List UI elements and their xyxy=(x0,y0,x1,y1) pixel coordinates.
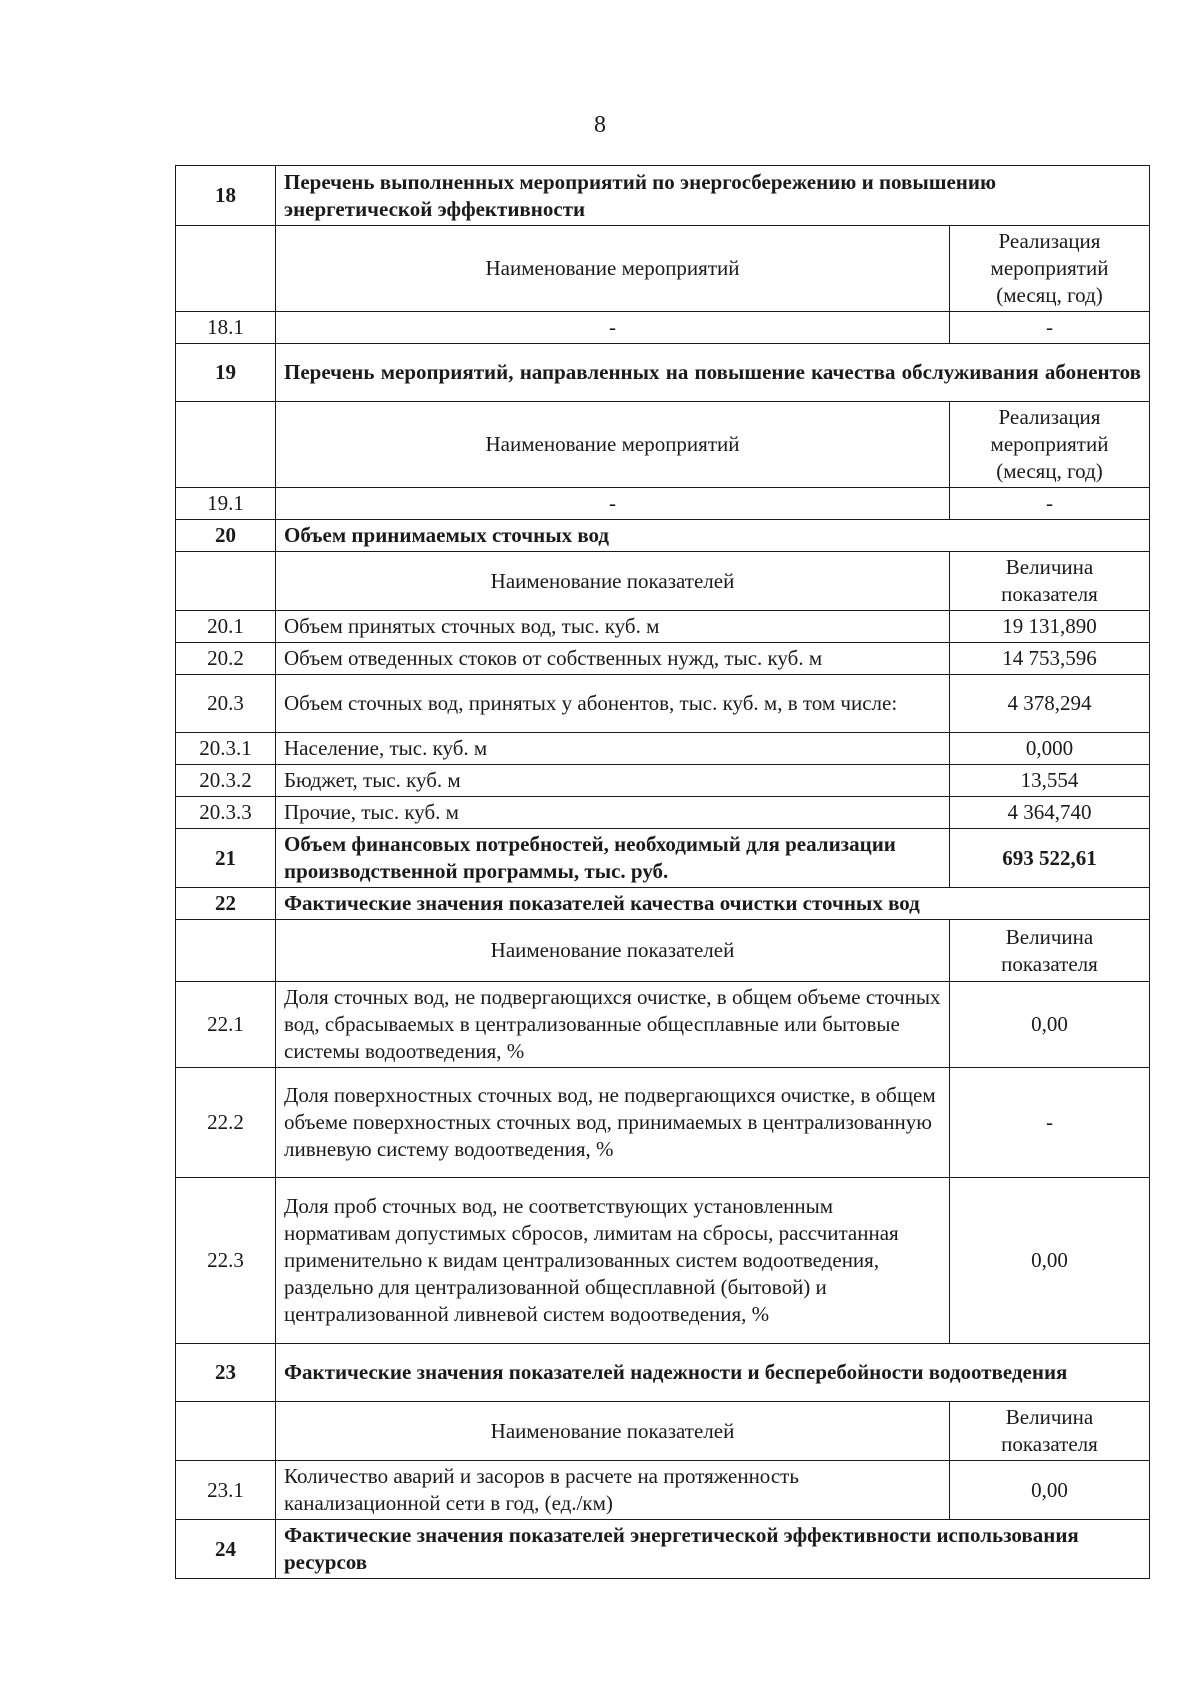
section-number: 22 xyxy=(176,888,276,920)
production-program-table xyxy=(175,165,1150,1579)
section-title: Фактические значения показателей энергетической эффективности использования ресурсов xyxy=(276,1520,1150,1579)
section-number: 24 xyxy=(176,1520,276,1579)
row-value: 0,00 xyxy=(949,1178,1149,1344)
row-value: 13,554 xyxy=(949,765,1149,797)
section-row-19 xyxy=(176,344,1150,402)
row-name: - xyxy=(276,312,950,344)
section-number: 20 xyxy=(176,520,276,552)
empty-cell xyxy=(176,402,276,488)
row-name: Доля проб сточных вод, не соответствующих установленным нормативам допустимых сбросов, лимитам на сбросы, рассчитанная применительно к видам централизованных систем водоотведения, раздельно для централизованной общесплавной (бытовой) и централизованной ливневой систем водоотведения, % xyxy=(276,1178,950,1344)
row-value: 0,00 xyxy=(949,1461,1149,1520)
row-value: - xyxy=(949,312,1149,344)
section-row-23 xyxy=(176,1344,1150,1402)
column-header-value: Реализация мероприятий (месяц, год) xyxy=(949,226,1149,312)
section-title: Фактические значения показателей надежности и бесперебойности водоотведения xyxy=(276,1344,1150,1402)
row-name: Количество аварий и засоров в расчете на протяженность канализационной сети в год, (ед./км) xyxy=(276,1461,950,1520)
table-row xyxy=(176,1068,1150,1178)
row-name: Доля сточных вод, не подвергающихся очистке, в общем объеме сточных вод, сбрасываемых в централизованные общесплавные или бытовые системы водоотведения, % xyxy=(276,982,950,1068)
empty-cell xyxy=(176,552,276,611)
row-name: Прочие, тыс. куб. м xyxy=(276,797,950,829)
column-header-row xyxy=(176,226,1150,312)
column-header-row xyxy=(176,402,1150,488)
row-name: Доля поверхностных сточных вод, не подвергающихся очистке, в общем объеме поверхностных сточных вод, принимаемых в централизованную ливневую систему водоотведения, % xyxy=(276,1068,950,1178)
column-header-name: Наименование показателей xyxy=(276,1402,950,1461)
section-number: 18 xyxy=(176,166,276,226)
row-value: 19 131,890 xyxy=(949,611,1149,643)
column-header-name: Наименование показателей xyxy=(276,920,950,982)
row-number: 20.2 xyxy=(176,643,276,675)
section-row-22 xyxy=(176,888,1150,920)
row-name: Объем отведенных стоков от собственных нужд, тыс. куб. м xyxy=(276,643,950,675)
section-title: Объем финансовых потребностей, необходимый для реализации производственной программы, тыс. руб. xyxy=(276,829,950,888)
column-header-value: Величина показателя xyxy=(949,920,1149,982)
row-value: 4 364,740 xyxy=(949,797,1149,829)
section-row-24 xyxy=(176,1520,1150,1579)
column-header-row xyxy=(176,552,1150,611)
row-name: - xyxy=(276,488,950,520)
empty-cell xyxy=(176,920,276,982)
column-header-value: Величина показателя xyxy=(949,1402,1149,1461)
section-row-18 xyxy=(176,166,1150,226)
section-title: Перечень мероприятий, направленных на повышение качества обслуживания абонентов xyxy=(276,344,1150,402)
empty-cell xyxy=(176,226,276,312)
row-value: 4 378,294 xyxy=(949,675,1149,733)
column-header-value: Величина показателя xyxy=(949,552,1149,611)
row-name: Объем принятых сточных вод, тыс. куб. м xyxy=(276,611,950,643)
row-number: 19.1 xyxy=(176,488,276,520)
row-number: 20.3 xyxy=(176,675,276,733)
section-value: 693 522,61 xyxy=(949,829,1149,888)
section-number: 19 xyxy=(176,344,276,402)
table-row xyxy=(176,1178,1150,1344)
row-value: - xyxy=(949,488,1149,520)
page-number: 8 xyxy=(594,112,606,138)
row-name: Население, тыс. куб. м xyxy=(276,733,950,765)
row-number: 22.1 xyxy=(176,982,276,1068)
row-value: 14 753,596 xyxy=(949,643,1149,675)
table-row xyxy=(176,765,1150,797)
empty-cell xyxy=(176,1402,276,1461)
section-number: 21 xyxy=(176,829,276,888)
row-number: 20.3.2 xyxy=(176,765,276,797)
table-row xyxy=(176,733,1150,765)
section-title: Объем принимаемых сточных вод xyxy=(276,520,1150,552)
table-row xyxy=(176,488,1150,520)
table-row xyxy=(176,675,1150,733)
table-row xyxy=(176,982,1150,1068)
section-row-20 xyxy=(176,520,1150,552)
row-number: 22.2 xyxy=(176,1068,276,1178)
row-name: Объем сточных вод, принятых у абонентов, тыс. куб. м, в том числе: xyxy=(276,675,950,733)
row-number: 20.3.1 xyxy=(176,733,276,765)
table-row xyxy=(176,1461,1150,1520)
section-title: Фактические значения показателей качества очистки сточных вод xyxy=(276,888,1150,920)
table-row xyxy=(176,797,1150,829)
section-row-21 xyxy=(176,829,1150,888)
section-title: Перечень выполненных мероприятий по энергосбережению и повышению энергетической эффективности xyxy=(276,166,1150,226)
row-number: 18.1 xyxy=(176,312,276,344)
row-number: 22.3 xyxy=(176,1178,276,1344)
column-header-row xyxy=(176,1402,1150,1461)
row-number: 23.1 xyxy=(176,1461,276,1520)
row-value: 0,000 xyxy=(949,733,1149,765)
section-number: 23 xyxy=(176,1344,276,1402)
table-row xyxy=(176,312,1150,344)
row-name: Бюджет, тыс. куб. м xyxy=(276,765,950,797)
row-number: 20.1 xyxy=(176,611,276,643)
column-header-value: Реализация мероприятий (месяц, год) xyxy=(949,402,1149,488)
row-value: 0,00 xyxy=(949,982,1149,1068)
column-header-name: Наименование показателей xyxy=(276,552,950,611)
row-value: - xyxy=(949,1068,1149,1178)
column-header-name: Наименование мероприятий xyxy=(276,402,950,488)
table-row xyxy=(176,611,1150,643)
column-header-row xyxy=(176,920,1150,982)
column-header-name: Наименование мероприятий xyxy=(276,226,950,312)
row-number: 20.3.3 xyxy=(176,797,276,829)
table-row xyxy=(176,643,1150,675)
